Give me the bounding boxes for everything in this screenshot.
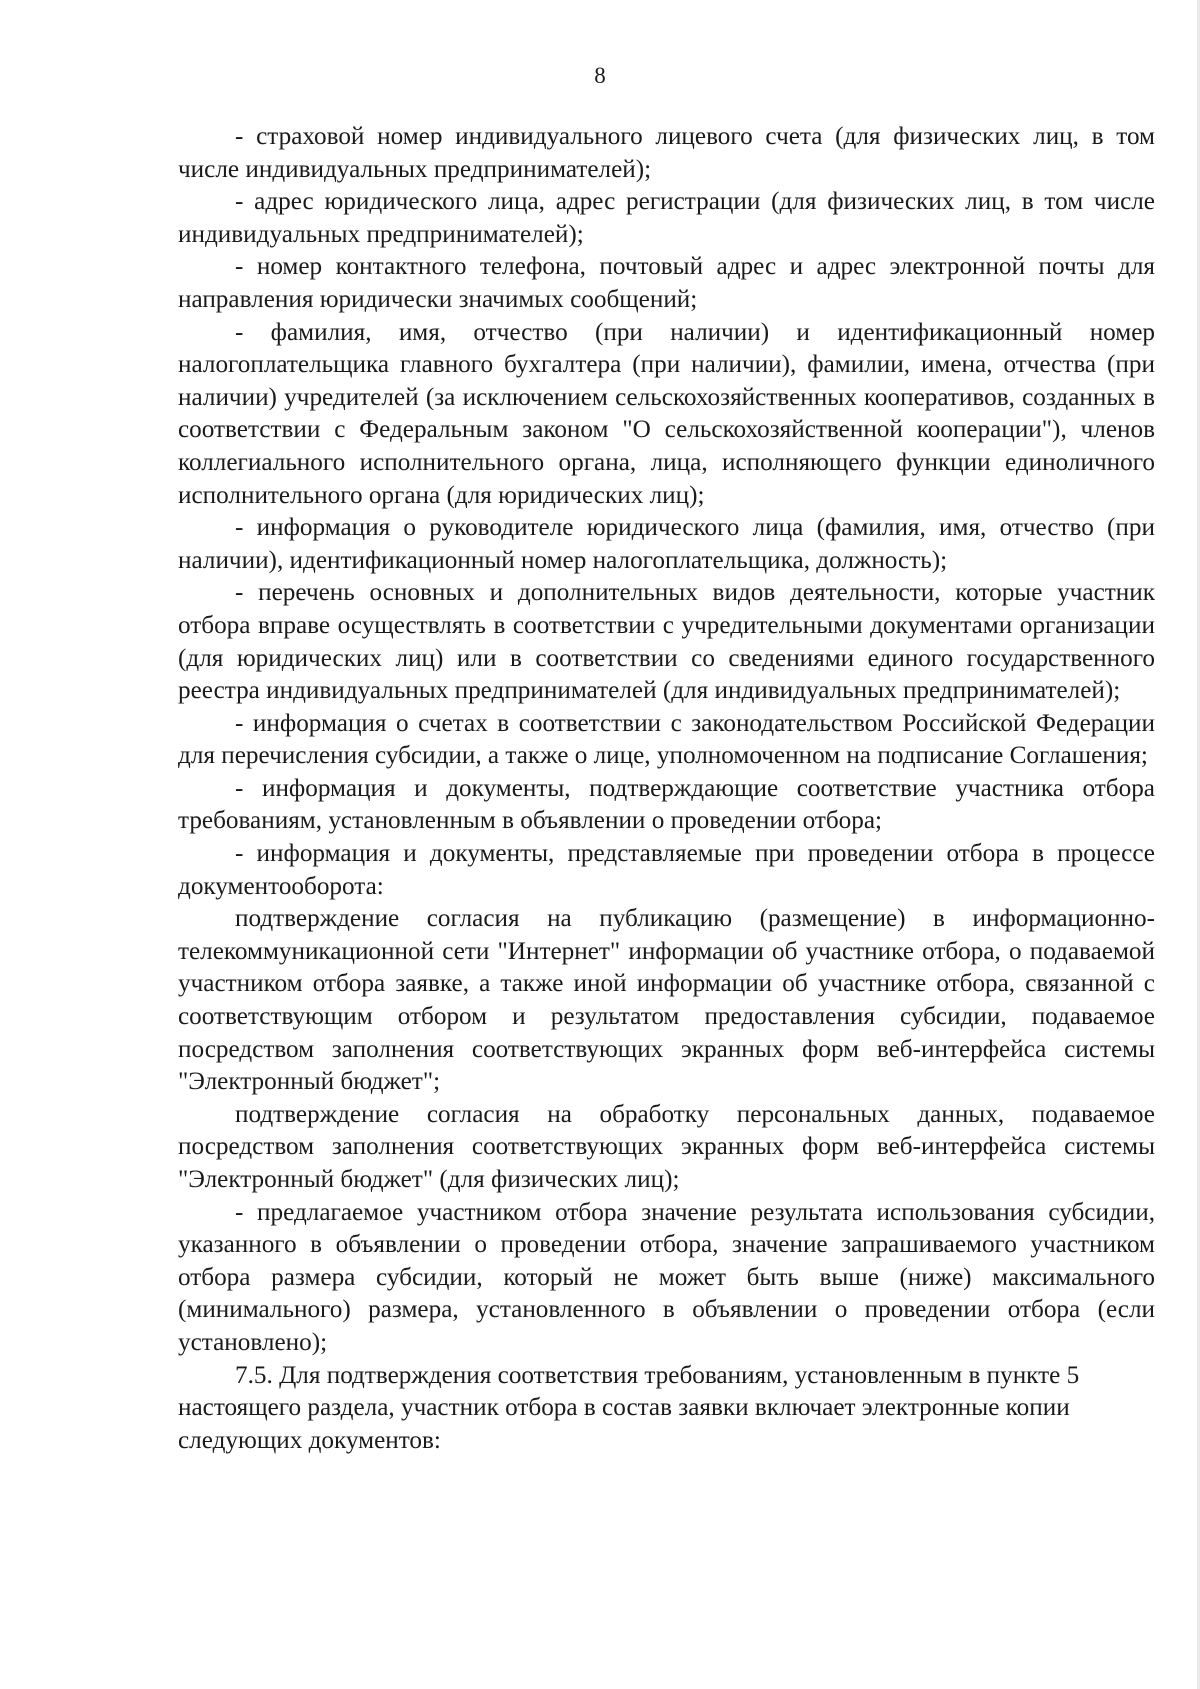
paragraph-section-7-5: 7.5. Для подтверждения соответствия требованиям, установленным в пункте 5 настоящего раздела, участник отбора в состав заявки включает электронные копии следующих документов: — [178, 1361, 1080, 1454]
paragraph-personal-data-consent: подтверждение согласия на обработку персональных данных, подаваемое посредством заполнения соответствующих экранных форм веб-интерфейса системы "Электронный бюджет" (для физических лиц); — [178, 1100, 1155, 1193]
paragraph-publication-consent: подтверждение согласия на публикацию (размещение) в информационно-телекоммуникационной сети "Интернет" информации об участнике отбора, о подаваемой участником отбора заявке, а также иной информации об участнике отбора, связанной с соответствующим отбором и результатом предоставления субсидии, подаваемое посредством заполнения соответствующих экранных форм веб-интерфейса системы "Электронный бюджет"; — [178, 905, 1155, 1096]
paragraph-accountant-founders: - фамилия, имя, отчество (при наличии) и идентификационный номер налогоплательщика главного бухгалтера (при наличии), фамилии, имена, отчества (при наличии) учредителей (за исключением сельскохозяйственных кооперативов, созданных в соответствии с Федеральным законом "О сельскохозяйственной кооперации"), членов коллегиального исполнительного органа, лица, исполняющего функции единоличного исполнительного органа (для юридических лиц); — [178, 318, 1155, 509]
page-number: 8 — [594, 63, 606, 88]
paragraph-insurance-number: - страховой номер индивидуального лицевого счета (для физических лиц, в том числе индивидуальных предпринимателей); — [178, 123, 1155, 183]
paragraph-contact-info: - номер контактного телефона, почтовый адрес и адрес электронной почты для направления юридически значимых сообщений; — [178, 253, 1155, 313]
document-body — [178, 121, 1155, 1457]
paragraph-legal-address: - адрес юридического лица, адрес регистрации (для физических лиц, в том числе индивидуальных предпринимателей); — [178, 188, 1155, 248]
paragraph-compliance-documents: - информация и документы, подтверждающие соответствие участника отбора требованиям, установленным в объявлении о проведении отбора; — [178, 774, 1155, 835]
paragraph-activity-types: - перечень основных и дополнительных видов деятельности, которые участник отбора вправе осуществлять в соответствии с учредительными документами организации (для юридических лиц) или в соответствии со сведениями единого государственного реестра индивидуальных предпринимателей (для индивидуальных предпринимателей); — [178, 579, 1155, 705]
paragraph-bank-accounts: - информация о счетах в соответствии с законодательством Российской Федерации для перечисления субсидии, а также о лице, уполномоченном на подписание Соглашения; — [178, 709, 1155, 770]
paragraph-head-info: - информация о руководителе юридического лица (фамилия, имя, отчество (при наличии), идентификационный номер налогоплательщика, должность); — [178, 514, 1155, 574]
paragraph-result-value: - предлагаемое участником отбора значение результата использования субсидии, указанного в объявлении о проведении отбора, значение запрашиваемого участником отбора размера субсидии, который не может быть выше (ниже) максимального (минимального) размера, установленного в объявлении о проведении отбора (если установлено); — [178, 1198, 1155, 1356]
paragraph-document-flow: - информация и документы, представляемые при проведении отбора в процессе документооборота: — [178, 840, 1155, 900]
